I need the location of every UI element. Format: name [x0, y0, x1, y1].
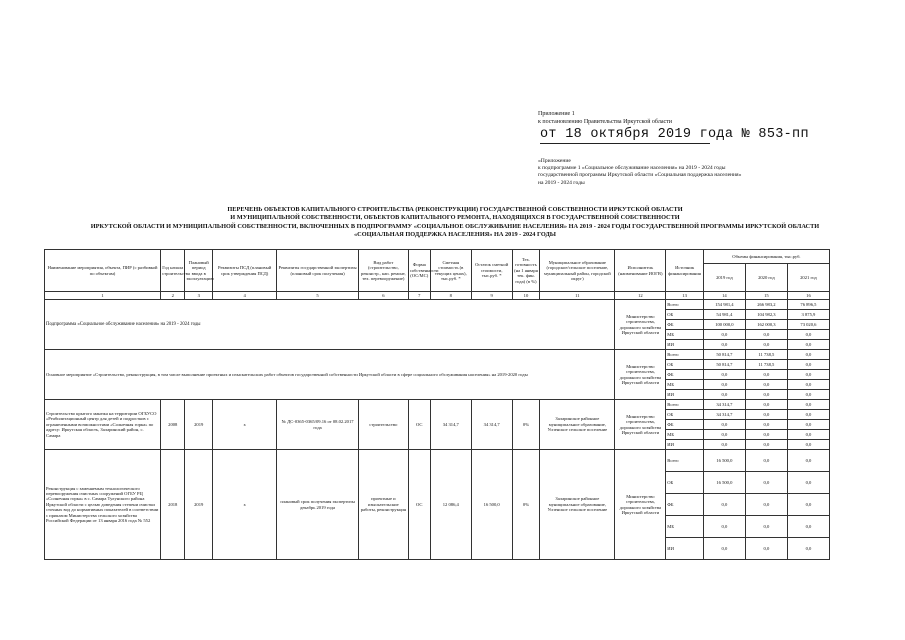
- title-line2: И МУНИЦИПАЛЬНОЙ СОБСТВЕННОСТИ, ОБЪЕКТОВ КАПИТАЛЬНОГО РЕМОНТА, НАХОДЯЩИХСЯ В ГОСУДАРСТВЕННОЙ СОБСТВЕННОСТИ: [230, 214, 680, 222]
- amount-cell: 0,0: [787, 350, 829, 360]
- row-executor: Министерство строительства, дорожного хозяйства Иркутской области: [615, 300, 666, 350]
- amount-cell: 0,0: [787, 360, 829, 370]
- amount-cell: 0,0: [787, 380, 829, 390]
- col-number: 2: [161, 292, 185, 300]
- object-expertise: № ДС-0365-0365/09.16 от 08.02.2017 года: [277, 400, 359, 450]
- table-row: [45, 350, 830, 360]
- amount-cell: 266 983,2: [745, 300, 787, 310]
- column-numbers-row: [45, 292, 830, 300]
- row-executor: Министерство строительства, дорожного хозяйства Иркутской области: [615, 450, 666, 560]
- col-header-start: Год начала строительства: [161, 250, 185, 292]
- amount-cell: 0,0: [745, 516, 787, 538]
- amount-cell: 0,0: [703, 380, 745, 390]
- source-cell: Всего: [666, 450, 704, 472]
- amount-cell: 0,0: [787, 450, 829, 472]
- object-readiness: 0%: [512, 450, 540, 560]
- amount-cell: 0,0: [703, 430, 745, 440]
- source-cell: ИИ: [666, 440, 704, 450]
- amount-cell: 0,0: [703, 340, 745, 350]
- amount-cell: 16 500,0: [703, 472, 745, 494]
- col-number: 13: [666, 292, 704, 300]
- source-cell: Всего: [666, 400, 704, 410]
- object-rest: 34 314,7: [471, 400, 512, 450]
- amount-cell: 0,0: [787, 390, 829, 400]
- source-cell: ФБ: [666, 494, 704, 516]
- objects-table: [44, 249, 830, 560]
- source-cell: ОБ: [666, 310, 704, 320]
- col-header-ready: Тех. готовность (на 1 января тек. фин. года) (в %): [512, 250, 540, 292]
- amount-cell: 100 000,0: [703, 320, 745, 330]
- amount-cell: 104 982,3: [745, 310, 787, 320]
- title-line1: ПЕРЕЧЕНЬ ОБЪЕКТОВ КАПИТАЛЬНОГО СТРОИТЕЛЬСТВА (РЕКОНСТРУКЦИИ) ГОСУДАРСТВЕННОЙ СОБСТВЕННОСТИ ИРКУТСКОЙ ОБЛАСТИ: [227, 206, 683, 213]
- amount-cell: 0,0: [745, 380, 787, 390]
- source-cell: ИИ: [666, 390, 704, 400]
- col-header-period: Плановый период ввода в эксплуатацию: [185, 250, 213, 292]
- amount-cell: 0,0: [787, 516, 829, 538]
- amount-cell: 73 020,6: [787, 320, 829, 330]
- amount-cell: 0,0: [703, 538, 745, 560]
- table-row: [45, 400, 830, 410]
- amount-cell: 0,0: [703, 370, 745, 380]
- object-ownership: ОС: [408, 400, 430, 450]
- amount-cell: 0,0: [787, 538, 829, 560]
- decree-date: от 18 октября 2019 года № 853-пп: [540, 127, 809, 142]
- document-title: [40, 206, 870, 239]
- amount-cell: 0,0: [787, 400, 829, 410]
- col-header-mo: Муниципальное образование (городское/сельское поселение, муниципальный район, городской округ): [540, 250, 615, 292]
- col-header-form: Форма собственности (ОС/МС): [408, 250, 430, 292]
- amount-cell: 0,0: [787, 472, 829, 494]
- source-cell: ФБ: [666, 320, 704, 330]
- col-header-cost: Сметная стоимость (в текущих ценах), тыс.руб. *: [430, 250, 471, 292]
- amount-cell: 0,0: [745, 400, 787, 410]
- amount-cell: 0,0: [745, 390, 787, 400]
- amount-cell: 0,0: [703, 516, 745, 538]
- appendix2-line2: к подпрограмме 1 «Социальное обслуживание населения» на 2019 - 2024 годы: [538, 165, 726, 172]
- amount-cell: 0,0: [745, 420, 787, 430]
- amount-cell: 0,0: [787, 340, 829, 350]
- object-expertise: плановый срок получения экспертизы декабрь 2019 года: [277, 450, 359, 560]
- object-end-year: 2019: [185, 450, 213, 560]
- amount-cell: 0,0: [745, 538, 787, 560]
- object-municipality: Заларинское районное муниципальное образование, Успенское сельское поселение: [540, 400, 615, 450]
- col-header-source: Источник финансирования: [666, 250, 704, 292]
- col-number: 11: [540, 292, 615, 300]
- object-cost: 12 086,4: [430, 450, 471, 560]
- object-rest: 16 500,0: [471, 450, 512, 560]
- col-number: 6: [358, 292, 408, 300]
- table-row: [45, 450, 830, 472]
- amount-cell: 0,0: [787, 370, 829, 380]
- source-cell: МБ: [666, 380, 704, 390]
- source-cell: МБ: [666, 516, 704, 538]
- object-start-year: 2008: [161, 400, 185, 450]
- amount-cell: 3 875,9: [787, 310, 829, 320]
- amount-cell: 0,0: [745, 440, 787, 450]
- row-executor: Министерство строительства, дорожного хозяйства Иркутской области: [615, 350, 666, 400]
- source-cell: ФБ: [666, 370, 704, 380]
- amount-cell: 162 000,3: [745, 320, 787, 330]
- amount-cell: 0,0: [745, 430, 787, 440]
- appendix2-line4: на 2019 - 2024 годы: [538, 179, 585, 186]
- col-number: 1: [45, 292, 161, 300]
- col-header-work: Вид работ (строительство, реконстр., кап. ремонт, тех. перевооружение): [358, 250, 408, 292]
- object-work-type: строительство: [358, 400, 408, 450]
- amount-cell: 50 814,7: [703, 350, 745, 360]
- title-line4: «СОЦИАЛЬНАЯ ПОДДЕРЖКА НАСЕЛЕНИЯ» НА 2019 - 2024 ГОДЫ: [354, 230, 556, 238]
- amount-cell: 0,0: [787, 494, 829, 516]
- source-cell: ОБ: [666, 360, 704, 370]
- appendix2-line1: «Приложение: [538, 158, 571, 164]
- appendix-header: [538, 110, 672, 126]
- amount-cell: 0,0: [787, 430, 829, 440]
- amount-cell: 50 814,7: [703, 360, 745, 370]
- col-number: 8: [430, 292, 471, 300]
- source-cell: ИИ: [666, 340, 704, 350]
- table-row: [45, 300, 830, 310]
- col-number: 4: [213, 292, 277, 300]
- appendix-ref: к постановлению Правительства Иркутской области: [538, 119, 672, 125]
- appendix-label: Приложение 1: [538, 111, 575, 117]
- appendix2-line3: государственной программы Иркутской области «Социальная поддержка населения»: [538, 172, 742, 179]
- amount-cell: 54 981,4: [703, 310, 745, 320]
- amount-cell: 154 981,4: [703, 300, 745, 310]
- amount-cell: 34 314,7: [703, 410, 745, 420]
- col-number: 7: [408, 292, 430, 300]
- col-header-2019: 2019 год: [703, 264, 745, 292]
- object-name: Строительство крытого манежа на территории ОГБУСО «Реабилитационный центр для детей и подростков с ограниченными возможностями «Солнечная горка» по адресу: Иркутская область, Заларинский район, с. Самара: [45, 400, 161, 450]
- col-number: 5: [277, 292, 359, 300]
- col-header-2021: 2021 год: [787, 264, 829, 292]
- amount-cell: 76 896,5: [787, 300, 829, 310]
- amount-cell: 0,0: [745, 450, 787, 472]
- col-header-name: Наименование мероприятия, объекта, ПИР (с разбивкой по объектам): [45, 250, 161, 292]
- source-cell: ОБ: [666, 410, 704, 420]
- main-activity-name: Основное мероприятие «Строительство, реконструкция, в том числе выполнение проектных и изыскательских работ объектов государственной собственности Иркутской области в сфере социального обслуживания населения» на 2019-2020 годы: [45, 350, 615, 400]
- amount-cell: 0,0: [787, 410, 829, 420]
- amount-cell: 0,0: [703, 440, 745, 450]
- object-start-year: 2018: [161, 450, 185, 560]
- col-number: 9: [471, 292, 512, 300]
- subprogram-name: Подпрограмма «Социальное обслуживание населения» на 2019 - 2024 годы: [45, 300, 615, 350]
- amount-cell: 0,0: [703, 494, 745, 516]
- object-name: Реконструкция с заменяемым технологического перевооружения очистных сооружений ОГБУ РЦ «Солнечная горка» в с. Самара Тулунского района Иркутской области с целью доведения степени очистки сточных вод до нормативных показателей в соответствии с приказом Министерства сельского хозяйства Российской Федерации от 13 января 2016 года № 552: [45, 450, 161, 560]
- object-end-year: 2019: [185, 400, 213, 450]
- appendix2-header: [538, 158, 798, 187]
- object-readiness: 0%: [512, 400, 540, 450]
- col-header-2020: 2020 год: [745, 264, 787, 292]
- source-cell: МБ: [666, 430, 704, 440]
- col-header-psd: Реквизиты ПСД (плановый срок утверждения ПСД): [213, 250, 277, 292]
- object-psd: х: [213, 450, 277, 560]
- col-number: 10: [512, 292, 540, 300]
- col-number: 16: [787, 292, 829, 300]
- col-number: 14: [703, 292, 745, 300]
- col-number: 3: [185, 292, 213, 300]
- amount-cell: 34 314,7: [703, 400, 745, 410]
- source-cell: Всего: [666, 300, 704, 310]
- object-work-type: проектные и изыскательские работы, реконструкция: [358, 450, 408, 560]
- amount-cell: 11 738,5: [745, 360, 787, 370]
- col-header-volumes: Объемы финансирования, тыс.руб.: [703, 250, 829, 264]
- amount-cell: 0,0: [787, 330, 829, 340]
- amount-cell: 0,0: [703, 390, 745, 400]
- object-ownership: ОС: [408, 450, 430, 560]
- col-number: 15: [745, 292, 787, 300]
- object-cost: 34 314,7: [430, 400, 471, 450]
- amount-cell: 0,0: [745, 370, 787, 380]
- source-cell: ФБ: [666, 420, 704, 430]
- amount-cell: 0,0: [703, 420, 745, 430]
- amount-cell: 0,0: [745, 472, 787, 494]
- col-header-executor: Исполнитель (наименование ИОГВ): [615, 250, 666, 292]
- amount-cell: 0,0: [745, 330, 787, 340]
- date-underline: [540, 143, 710, 144]
- col-header-rest: Остаток сметной стоимости, тыс.руб. *: [471, 250, 512, 292]
- source-cell: МБ: [666, 330, 704, 340]
- col-number: 12: [615, 292, 666, 300]
- amount-cell: 11 738,5: [745, 350, 787, 360]
- amount-cell: 0,0: [745, 494, 787, 516]
- amount-cell: 0,0: [745, 340, 787, 350]
- amount-cell: 0,0: [787, 440, 829, 450]
- source-cell: ОБ: [666, 472, 704, 494]
- amount-cell: 0,0: [745, 410, 787, 420]
- amount-cell: 16 500,0: [703, 450, 745, 472]
- col-header-expertise: Реквизиты государственной экспертизы (плановый срок получения): [277, 250, 359, 292]
- source-cell: Всего: [666, 350, 704, 360]
- object-psd: х: [213, 400, 277, 450]
- source-cell: ИИ: [666, 538, 704, 560]
- amount-cell: 0,0: [703, 330, 745, 340]
- header-row: [45, 250, 830, 264]
- row-executor: Министерство строительства, дорожного хозяйства Иркутской области: [615, 400, 666, 450]
- title-line3: ИРКУТСКОЙ ОБЛАСТИ И МУНИЦИПАЛЬНОЙ СОБСТВЕННОСТИ, ВКЛЮЧЕННЫХ В ПОДПРОГРАММУ «СОЦИАЛЬНОЕ ОБСЛУЖИВАНИЕ НАСЕЛЕНИЯ» НА 2019 - 2024 ГОДЫ ГОСУДАРСТВЕННОЙ ПРОГРАММЫ ИРКУТСКОЙ ОБЛАСТИ: [90, 222, 820, 230]
- amount-cell: 0,0: [787, 420, 829, 430]
- object-municipality: Заларинское районное муниципальное образование, Успенское сельское поселение: [540, 450, 615, 560]
